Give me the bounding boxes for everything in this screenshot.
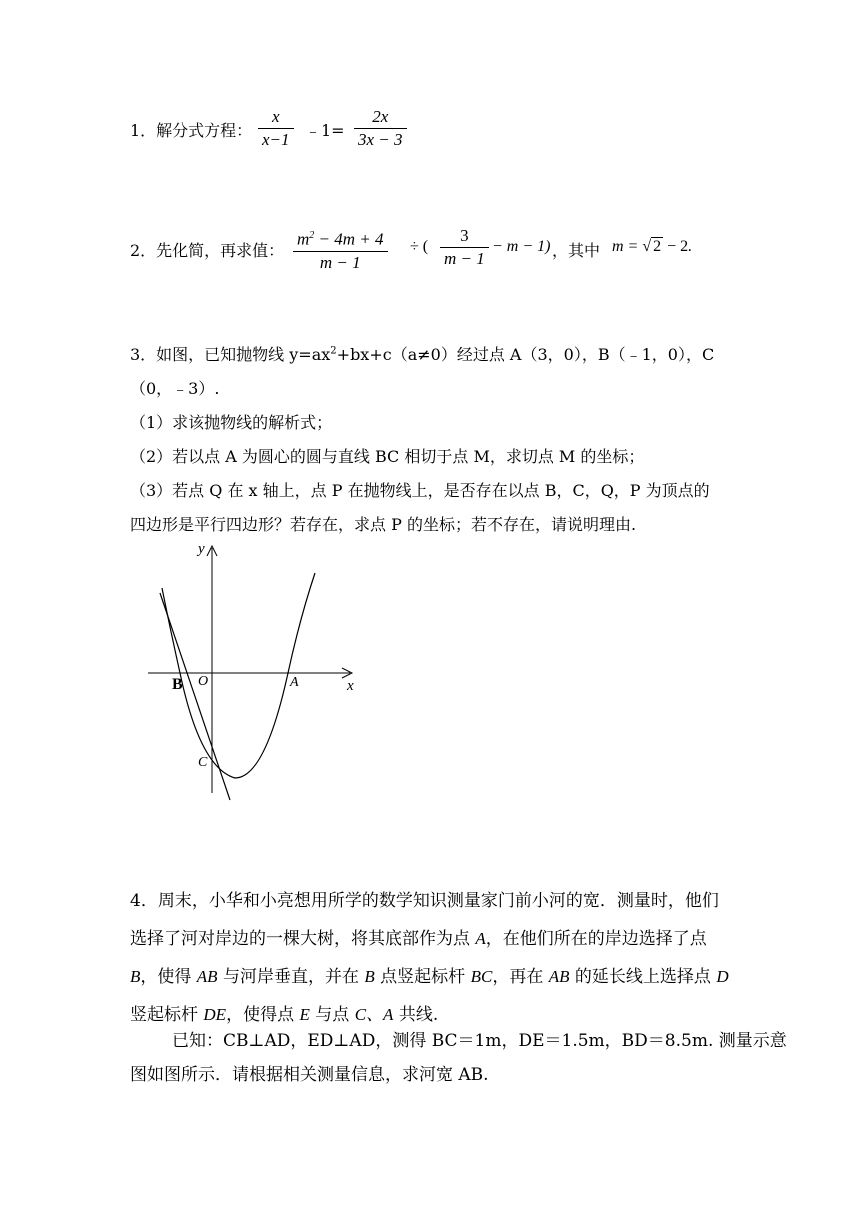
- q1-minus-one: ﹣1=: [305, 121, 345, 140]
- q4-line-4: [130, 1000, 438, 1025]
- q2-fraction-left: [293, 226, 388, 273]
- point-b-label: B: [172, 676, 183, 693]
- q3-line1-a: 3．如图，已知抛物线 y=ax: [130, 345, 331, 364]
- q3-line-2: （0，﹣3）.: [130, 379, 220, 398]
- q2-f1-denominator: m − 1: [319, 252, 361, 272]
- q2-tail-expression: − m − 1): [492, 238, 551, 255]
- q2-exponent: 2: [309, 230, 315, 241]
- sqrt-icon: √: [642, 238, 652, 255]
- q4-line-1: 4．周末，小华和小亮想用所学的数学知识测量家门前小河的宽．测量时，他们: [130, 891, 719, 911]
- q4-line4-d: 共线.: [393, 1005, 439, 1025]
- q3-sub-3-line-2: 四边形是平行四边形？若存在，求点 P 的坐标；若不存在，请说明理由.: [130, 515, 637, 534]
- q3-exponent: 2: [330, 345, 337, 357]
- point-a-label: A: [290, 675, 299, 690]
- q2-f2-denominator: m − 1: [444, 249, 485, 268]
- q3-line-1: [130, 342, 714, 365]
- q4-point-e: E: [299, 1005, 310, 1024]
- q4-line-3: [130, 962, 729, 987]
- q3-sub-1: （1）求该抛物线的解析式；: [130, 413, 333, 432]
- parabola-figure: [140, 538, 370, 808]
- q4-segment-bc: BC: [470, 967, 493, 986]
- x-label: x: [347, 678, 354, 694]
- fraction-bar: [354, 128, 407, 129]
- point-c-label: C: [198, 755, 208, 770]
- q1-f1-numerator: x: [271, 107, 280, 126]
- fraction-bar: [440, 247, 489, 248]
- q1-f1-denominator: x−1: [262, 130, 290, 149]
- q1-fraction-right: [354, 107, 407, 150]
- q4-line3-d: ，再在: [492, 967, 549, 987]
- q2-num-rest: − 4m + 4: [314, 229, 384, 249]
- q4-line2-b: ，在他们所在的岸边选择了点: [485, 929, 707, 949]
- origin-label: O: [198, 674, 209, 689]
- q2-fraction-right: [440, 226, 489, 269]
- q1-f2-denominator: 3x − 3: [358, 130, 403, 149]
- q4-line-2: [130, 924, 707, 949]
- q2-prefix: 2．先化简，再求值：: [130, 241, 285, 260]
- q4-segment-de: DE: [203, 1005, 227, 1024]
- q2-m-value: [612, 238, 692, 256]
- q2-f1-numerator: [293, 226, 388, 250]
- q4-known-line-1: 已知：CB⊥AD，ED⊥AD，测得 BC＝1m，DE＝1.5m，BD＝8.5m. 测量示意: [172, 1031, 787, 1051]
- q4-line2-a: 选择了河对岸边的一棵大树，将其底部作为点: [130, 929, 476, 949]
- q2-divide-open: ÷ (: [410, 238, 429, 255]
- y-label: y: [198, 541, 205, 557]
- q4-line4-a: 竖起标杆: [130, 1005, 204, 1025]
- q4-point-b: B: [130, 967, 141, 986]
- q2-f2-numerator: 3: [460, 226, 469, 245]
- q1-fraction-left: [258, 107, 294, 150]
- q4-line3-e: 的延长线上选择点: [569, 967, 717, 987]
- q4-line3-a: ，使得: [140, 967, 197, 987]
- q2-minus-two: − 2: [663, 238, 689, 255]
- q2-var-m: m: [297, 229, 310, 249]
- tangent-line: [160, 593, 230, 800]
- q4-point-a: A: [475, 929, 486, 948]
- q2-m-eq: m =: [612, 238, 643, 255]
- fraction-bar: [293, 251, 388, 252]
- q2-sqrt-radicand: 2: [653, 238, 662, 255]
- q4-line4-b: ，使得点: [226, 1005, 300, 1025]
- q4-segment-ab: AB: [196, 967, 218, 986]
- q4-line4-c: 与点: [309, 1005, 355, 1025]
- q4-point-d: D: [716, 967, 729, 986]
- q3-sub-2: （2）若以点 A 为圆心的圆与直线 BC 相切于点 M，求切点 M 的坐标；: [130, 447, 645, 466]
- q4-point-b-2: B: [364, 967, 375, 986]
- q2-period: .: [688, 238, 693, 255]
- q2-where: ，其中: [552, 241, 601, 260]
- q1-f2-numerator: 2x: [372, 107, 389, 126]
- q3-sub-3-line-1: （3）若点 Q 在 x 轴上，点 P 在抛物线上，是否存在以点 B，C，Q，P 为顶点的: [130, 481, 710, 500]
- q4-line3-c: 点竖起标杆: [374, 967, 471, 987]
- q4-line3-b: 与河岸垂直，并在: [217, 967, 365, 987]
- q1-prefix: 1．解分式方程：: [130, 121, 253, 140]
- q4-points-c-a: C、A: [354, 1005, 394, 1024]
- q4-segment-ab-2: AB: [548, 967, 570, 986]
- q3-line1-b: +bx+c（a≠0）经过点 A（3，0），B（﹣1，0），C: [336, 345, 715, 364]
- fraction-bar: [258, 128, 294, 129]
- q4-known-line-2: 图如图所示．请根据相关测量信息，求河宽 AB.: [130, 1065, 489, 1085]
